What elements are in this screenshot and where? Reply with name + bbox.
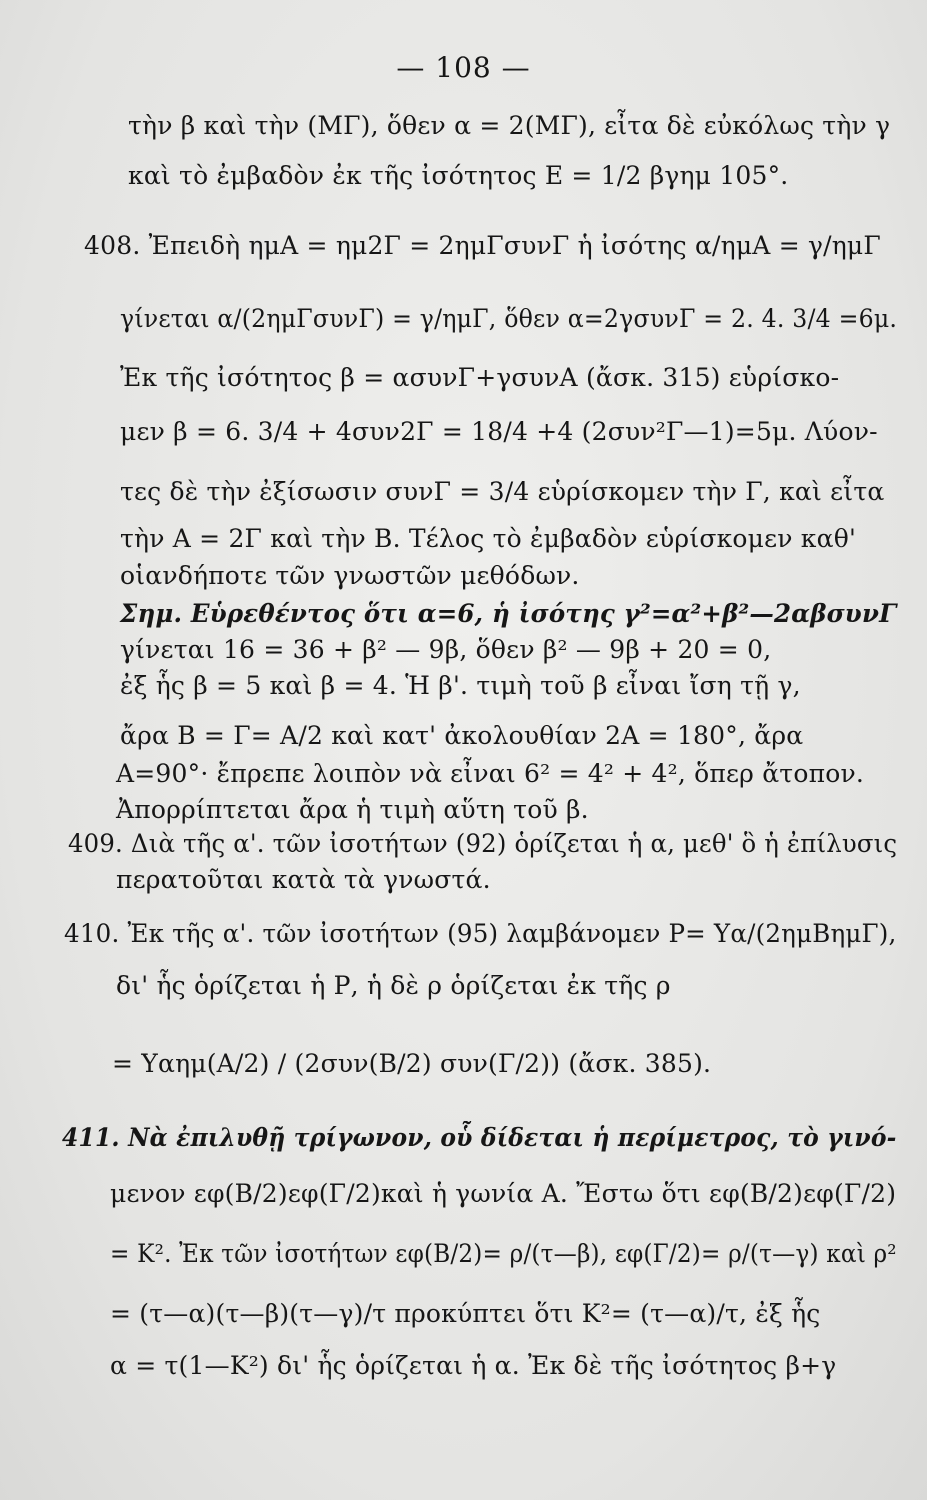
- text-line: μεν β = 6. 3/4 + 4συν2Γ = 18/4 +4 (2συν²Γ—1)=5μ. Λύον-: [120, 417, 878, 446]
- text-line: Ἐκ τῆς ἰσότητος β = ασυνΓ+γσυνΑ (ἄσκ. 315) εὑρίσκο-: [120, 363, 840, 392]
- text-line: 410. Ἐκ τῆς α'. τῶν ἰσοτήτων (95) λαμβάνομεν Ρ= Υα/(2ημΒημΓ),: [64, 919, 897, 948]
- text-line: 409. Διὰ τῆς α'. τῶν ἰσοτήτων (92) ὁρίζεται ἡ α, μεθ' ὃ ἡ ἐπίλυσις: [68, 829, 898, 858]
- text-line: Α=90°· ἔπρεπε λοιπὸν νὰ εἶναι 6² = 4² + 4², ὅπερ ἄτοπον.: [116, 759, 864, 788]
- text-line: = (τ—α)(τ—β)(τ—γ)/τ προκύπτει ὅτι Κ²= (τ—α)/τ, ἐξ ἧς: [110, 1299, 821, 1328]
- text-line: οἱανδήποτε τῶν γνωστῶν μεθόδων.: [120, 561, 580, 590]
- page-number: — 108 —: [396, 51, 531, 84]
- text-line: Σημ. Εὑρεθέντος ὅτι α=6, ἡ ἰσότης γ²=α²+β²—2αβσυνΓ: [120, 599, 897, 628]
- text-line: περατοῦται κατὰ τὰ γνωστά.: [116, 865, 491, 894]
- text-line: δι' ἧς ὁρίζεται ἡ Ρ, ἡ δὲ ρ ὁρίζεται ἐκ τῆς ρ: [116, 971, 671, 1000]
- text-line: τὴν β καὶ τὴν (ΜΓ), ὅθεν α = 2(ΜΓ), εἶτα δὲ εὐκόλως τὴν γ: [128, 111, 891, 140]
- text-line: καὶ τὸ ἐμβαδὸν ἐκ τῆς ἰσότητος Ε = 1/2 βγημ 105°.: [128, 161, 789, 190]
- text-line: τες δὲ τὴν ἐξίσωσιν συνΓ = 3/4 εὑρίσκομεν τὴν Γ, καὶ εἶτα: [120, 477, 885, 506]
- text-line: 411. Νὰ ἐπιλυθῇ τρίγωνον, οὗ δίδεται ἡ περίμετρος, τὸ γινό-: [62, 1123, 897, 1152]
- text-line: = Υαημ(Α/2) / (2συν(Β/2) συν(Γ/2)) (ἄσκ. 385).: [112, 1049, 712, 1078]
- text-line: γίνεται 16 = 36 + β² — 9β, ὅθεν β² — 9β + 20 = 0,: [120, 635, 772, 664]
- text-line: Ἀπορρίπτεται ἄρα ἡ τιμὴ αὕτη τοῦ β.: [116, 795, 589, 824]
- text-line: α = τ(1—Κ²) δι' ἧς ὁρίζεται ἡ α. Ἐκ δὲ τῆς ἰσότητος β+γ: [110, 1351, 837, 1380]
- text-line: ἄρα Β = Γ= Α/2 καὶ κατ' ἀκολουθίαν 2Α = 180°, ἄρα: [120, 721, 804, 750]
- text-line: ἐξ ἧς β = 5 καὶ β = 4. Ἡ β'. τιμὴ τοῦ β εἶναι ἴση τῇ γ,: [120, 671, 801, 700]
- text-line: = Κ². Ἐκ τῶν ἰσοτήτων εφ(Β/2)= ρ/(τ—β), εφ(Γ/2)= ρ/(τ—γ) καὶ ρ²: [110, 1239, 897, 1268]
- text-line: γίνεται α/(2ημΓσυνΓ) = γ/ημΓ, ὅθεν α=2γσυνΓ = 2. 4. 3/4 =6μ.: [120, 304, 898, 333]
- text-line: μενον εφ(Β/2)εφ(Γ/2)καὶ ἡ γωνία Α. Ἔστω ὅτι εφ(Β/2)εφ(Γ/2): [110, 1179, 897, 1208]
- text-line: τὴν Α = 2Γ καὶ τὴν Β. Τέλος τὸ ἐμβαδὸν εὑρίσκομεν καθ': [120, 524, 857, 553]
- text-line: 408. Ἐπειδὴ ημΑ = ημ2Γ = 2ημΓσυνΓ ἡ ἰσότης α/ημΑ = γ/ημΓ: [84, 231, 881, 260]
